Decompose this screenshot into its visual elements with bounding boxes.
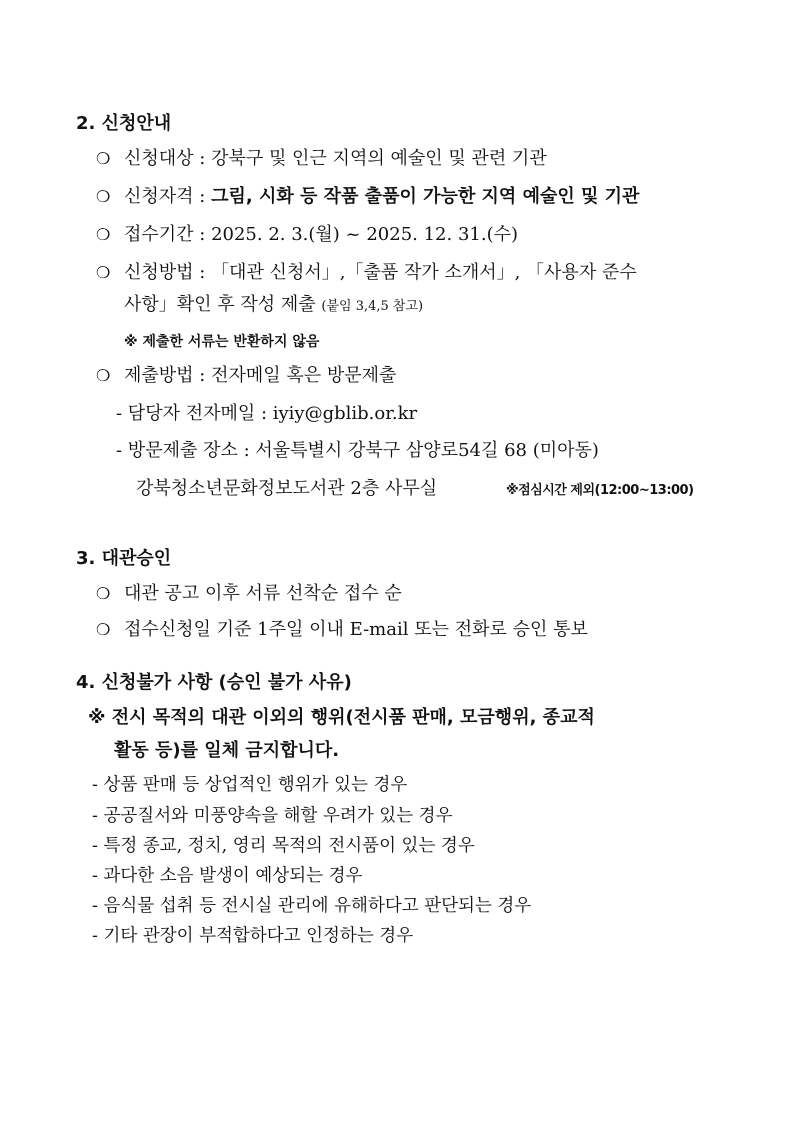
approval-item-1-text: 대관 공고 이후 서류 선착순 접수 순 bbox=[124, 583, 402, 604]
method-value-2: 사항」확인 후 작성 제출 bbox=[124, 294, 322, 315]
target-value: 강북구 및 인근 지역의 예술인 및 관련 기관 bbox=[211, 148, 547, 169]
target-row bbox=[96, 147, 547, 171]
target-label: 신청대상 : bbox=[124, 148, 212, 169]
circle-bullet-icon: ❍ bbox=[96, 584, 111, 603]
lunch-note: ※점심시간 제외(12:00~13:00) bbox=[506, 483, 694, 498]
qualification-row bbox=[96, 185, 639, 209]
approval-item-1 bbox=[96, 582, 402, 606]
submit-row bbox=[96, 364, 396, 388]
period-row bbox=[96, 223, 518, 247]
qualification-label: 신청자격 : bbox=[124, 186, 212, 207]
method-row bbox=[96, 261, 637, 285]
circle-bullet-icon: ❍ bbox=[96, 620, 111, 639]
prohibited-item: - 기타 관장이 부적합하다고 인정하는 경우 bbox=[92, 926, 414, 946]
approval-item-2 bbox=[96, 618, 588, 642]
prohibition-warning-1: ※ 전시 목적의 대관 이외의 행위(전시품 판매, 모금행위, 종교적 bbox=[88, 707, 595, 728]
prohibited-item: - 음식물 섭취 등 전시실 관리에 유해하다고 판단되는 경우 bbox=[92, 896, 532, 916]
circle-bullet-icon: ❍ bbox=[96, 187, 111, 206]
prohibited-item: - 공공질서와 미풍양속을 해할 우려가 있는 경우 bbox=[92, 806, 453, 826]
prohibition-warning-2: 활동 등)를 일체 금지합니다. bbox=[114, 740, 340, 761]
method-row-cont bbox=[124, 293, 423, 319]
prohibited-item: - 상품 판매 등 상업적인 행위가 있는 경우 bbox=[92, 775, 408, 795]
prohibited-item: - 특정 종교, 정치, 영리 목적의 전시품이 있는 경우 bbox=[92, 836, 475, 856]
circle-bullet-icon: ❍ bbox=[96, 263, 111, 282]
qualification-value: 그림, 시화 등 작품 출품이 가능한 지역 예술인 및 기관 bbox=[211, 186, 640, 207]
period-value: 2025. 2. 3.(월) ~ 2025. 12. 31.(수) bbox=[211, 224, 519, 245]
visit-line: - 방문제출 장소 : 서울특별시 강북구 삼양로54길 68 (미아동) bbox=[116, 440, 599, 461]
prohibited-item: - 과다한 소음 발생이 예상되는 경우 bbox=[92, 866, 363, 886]
visit-line-2 bbox=[136, 477, 437, 501]
circle-bullet-icon: ❍ bbox=[96, 366, 111, 385]
submit-label: 제출방법 : bbox=[124, 365, 212, 386]
approval-item-2-text: 접수신청일 기준 1주일 이내 E-mail 또는 전화로 승인 통보 bbox=[124, 619, 588, 640]
period-label: 접수기간 : bbox=[124, 224, 212, 245]
section-2-heading: 2. 신청안내 bbox=[76, 113, 172, 134]
method-label: 신청방법 : bbox=[124, 262, 212, 283]
visit-place: 강북청소년문화정보도서관 2층 사무실 bbox=[136, 478, 438, 499]
submit-value: 전자메일 혹은 방문제출 bbox=[211, 365, 397, 386]
no-return-note: ※ 제출한 서류는 반환하지 않음 bbox=[124, 334, 320, 350]
email-line: - 담당자 전자메일 : iyiy@gblib.or.kr bbox=[116, 403, 418, 424]
circle-bullet-icon: ❍ bbox=[96, 149, 111, 168]
method-value-1: 「대관 신청서」,「출품 작가 소개서」, 「사용자 준수 bbox=[211, 262, 637, 283]
circle-bullet-icon: ❍ bbox=[96, 225, 111, 244]
section-3-heading: 3. 대관승인 bbox=[76, 548, 172, 569]
method-note: (붙임 3,4,5 참고) bbox=[321, 299, 424, 314]
section-4-heading: 4. 신청불가 사항 (승인 불가 사유) bbox=[76, 672, 352, 693]
